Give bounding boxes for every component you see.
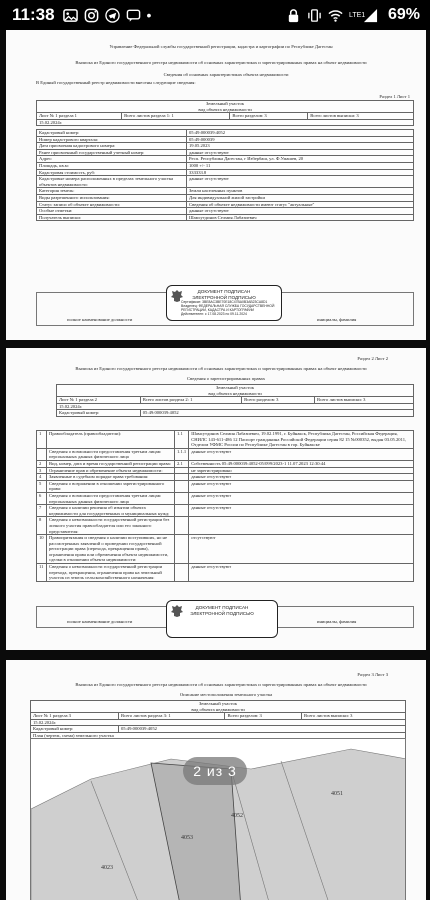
name-caption: инициалы, фамилия: [317, 317, 357, 322]
section-label: Раздел 1 Лист 1: [379, 94, 410, 99]
plot-label-4023: 4023: [101, 865, 113, 871]
field-label: Дата присвоения кадастрового номера:: [37, 143, 187, 150]
field-label: Сведения о возражении в отношении зарегистрированного права:: [47, 480, 175, 492]
field-value: данные отсутствуют: [189, 492, 414, 504]
field-value: 333333.8: [187, 169, 414, 176]
instagram-icon: [84, 8, 99, 23]
cadastral-number: 05:49:000039:4052: [140, 410, 413, 417]
status-bar: [0, 0, 430, 30]
row-number: 7: [37, 505, 47, 517]
stamp-title: ДОКУМЕНТ ПОДПИСАН: [195, 605, 249, 610]
field-label: Вид, номер, дата и время государственной регистрации права:: [47, 460, 175, 467]
network-type: LTE1: [348, 11, 366, 19]
plot-label-4053: 4053: [181, 835, 193, 841]
extract-date: 15.02.2024г.: [37, 119, 414, 126]
field-value: Сведения об объекте недвижимости имеют статус "актуальные": [187, 201, 414, 208]
cadastral-number: 05:49:000039:4052: [118, 726, 405, 733]
table-row: [37, 162, 414, 169]
field-value: данные отсутствуют: [189, 474, 414, 481]
row-number: 8: [37, 517, 47, 535]
field-label: Виды разрешенного использования:: [37, 194, 187, 201]
table-row: [37, 214, 414, 221]
message-icon: [126, 8, 141, 23]
table-row: [37, 474, 414, 481]
sheets-in-section: Всего листов раздела 2: 1: [140, 397, 241, 404]
table-row: [37, 149, 414, 156]
field-value: не зарегистрировано: [189, 467, 414, 474]
extract-date: 15.02.2024г.: [57, 403, 414, 410]
sub-number: [175, 505, 189, 517]
table-row: [37, 130, 414, 137]
rights-table: [36, 430, 414, 582]
total-sheets: Всего листов выписки: 3: [315, 397, 414, 404]
field-label: Категория земель:: [37, 188, 187, 195]
document-page-1[interactable]: [6, 30, 426, 340]
total-sheets: Всего листов выписки: 3: [302, 713, 406, 720]
field-value: 05:49:000039: [187, 136, 414, 143]
sub-number: [175, 564, 189, 582]
field-value: данные отсутствуют: [187, 176, 414, 188]
sub-number: [175, 480, 189, 492]
sub-number: [175, 535, 189, 564]
stamp-title: ДОКУМЕНТ ПОДПИСАН: [197, 289, 251, 294]
e-signature-stamp: [166, 600, 278, 638]
table-row: [37, 480, 414, 492]
field-value: 05:49:000039:4052: [187, 130, 414, 137]
name-caption: инициалы, фамилия: [317, 619, 357, 624]
vibrate-icon: [307, 8, 322, 23]
field-label: Сведения о возможности предоставления третьим лицам персональных данных физического лица: [47, 492, 175, 504]
cadastral-label: Кадастровый номер:: [31, 726, 119, 733]
field-label: Ограничение прав и обременение объекта недвижимости:: [47, 467, 175, 474]
sub-number: [175, 467, 189, 474]
field-label: Статус записи об объекте недвижимости:: [37, 201, 187, 208]
object-kind-caption: вид объекта недвижимости: [57, 391, 414, 397]
field-value: данные отсутствуют: [187, 149, 414, 156]
intro-text: В Единый государственный реестр недвижимости внесены следующие сведения:: [36, 80, 196, 85]
total-sections: Всего разделов: 3: [225, 713, 302, 720]
section-subtitle: Описание местоположения земельного участка: [179, 692, 273, 697]
field-label: Сведения о невозможности государственной регистрации без личного участия правообладателя или его законного представителя:: [47, 517, 175, 535]
telegram-icon: [105, 8, 120, 23]
field-label: Сведения о невозможности государственной регистрации перехода, прекращения, ограничения права на земельный участок из земель сельскохозяйственного назначения:: [47, 564, 175, 582]
total-sections: Всего разделов: 3: [242, 397, 315, 404]
sheet-number: Лист № 1 раздела 3: [31, 713, 119, 720]
row-number: 10: [37, 535, 47, 564]
field-value: [189, 517, 414, 535]
plan-caption: План (чертеж, схема) земельного участка: [31, 732, 406, 739]
table-row: [37, 431, 414, 449]
field-value: данные отсутствуют: [189, 448, 414, 460]
main-characteristics-table: [36, 129, 414, 221]
agency-name: Управление Федеральной службы государственной регистрации, кадастра и картографии по Республике Дагестан: [109, 44, 333, 49]
table-row: [37, 467, 414, 474]
table-row: [37, 505, 414, 517]
position-caption: полное наименование должности: [67, 619, 133, 624]
sub-number: 1.1.1: [175, 448, 189, 460]
table-row: [37, 176, 414, 188]
plot-label-4051: 4051: [331, 791, 343, 797]
stamp-validity: Действителен: с 17.08.2023 по 09.11.2024: [181, 312, 247, 317]
table-row: [37, 169, 414, 176]
sub-number: [175, 517, 189, 535]
stamp-cert: Сертификат: 3ВЕ8AC3BE70E18C47BA0B3AB23CA8D1: [181, 300, 268, 305]
row-number: 5: [37, 480, 47, 492]
section-label: Раздел 2 Лист 2: [357, 356, 388, 361]
table-row: [37, 492, 414, 504]
table-row: [37, 517, 414, 535]
object-header-table: [36, 100, 414, 126]
table-row: [37, 188, 414, 195]
object-kind-caption: вид объекта недвижимости: [37, 107, 414, 113]
stamp-owner-2: РЕГИСТРАЦИИ, КАДАСТРА И КАРТОГРАФИИ: [181, 308, 254, 313]
total-sections: Всего разделов: 3: [230, 113, 308, 120]
document-page-2[interactable]: [6, 348, 426, 650]
table-row: [37, 460, 414, 467]
wifi-icon: [328, 8, 343, 23]
field-value: Для индивидуальной жилой застройки: [187, 194, 414, 201]
row-number: 2: [37, 460, 47, 467]
section-label: Раздел 3 Лист 3: [357, 672, 388, 677]
stamp-owner: Владелец: ФЕДЕРАЛЬНАЯ СЛУЖБА ГОСУДАРСТВЕННОЙ: [181, 304, 275, 309]
battery-percent: 69%: [387, 6, 420, 23]
sheet-number: Лист № 1 раздела 2: [57, 397, 141, 404]
row-number: [37, 448, 47, 460]
total-sheets: Всего листов выписки: 3: [308, 113, 414, 120]
object-header-table: [56, 384, 414, 417]
lock-icon: [286, 8, 301, 23]
row-number: 3: [37, 467, 47, 474]
object-type: Земельный участок: [37, 101, 414, 107]
emblem-icon: [171, 604, 183, 618]
table-row: [37, 136, 414, 143]
field-label: Кадастровая стоимость, руб:: [37, 169, 187, 176]
row-number: 1: [37, 431, 47, 449]
plot-label-4052: 4052: [231, 813, 243, 819]
clock: 11:38: [12, 5, 55, 24]
section-subtitle: Сведения об основных характеристиках объекта недвижимости: [163, 72, 289, 77]
e-signature-stamp: [166, 285, 282, 321]
table-row: [37, 208, 414, 215]
field-label: Заявленные в судебном порядке права требования:: [47, 474, 175, 481]
field-value: данные отсутствуют: [187, 208, 414, 215]
field-value: 19.05.2023: [187, 143, 414, 150]
table-row: [37, 564, 414, 582]
object-header-table: [30, 700, 406, 740]
stamp-subtitle: ЭЛЕКТРОННОЙ ПОДПИСЬЮ: [192, 294, 256, 300]
sub-number: [175, 474, 189, 481]
field-label: Сведения о наличии решения об изъятии объекта недвижимости для государственных и муниципальных нужд:: [47, 505, 175, 517]
emblem-icon: [171, 289, 183, 303]
field-label: Правопритязания и сведения о наличии поступивших, но не рассмотренных заявлений о проведении государственной регистрации права (перехода, прекращения права), ограничения права или обременения объекта недвижимости, сделки в отношении объекта недвижимости:: [47, 535, 175, 564]
table-row: [37, 535, 414, 564]
field-label: Получатель выписки:: [37, 214, 187, 221]
field-label: Номер кадастрового квартала:: [37, 136, 187, 143]
stamp-subtitle: ЭЛЕКТРОННОЙ ПОДПИСЬЮ: [190, 610, 254, 616]
table-row: [37, 194, 414, 201]
field-value: данные отсутствуют: [189, 505, 414, 517]
table-row: [37, 201, 414, 208]
cadastral-label: Кадастровый номер:: [57, 410, 141, 417]
field-value: Земли населенных пунктов: [187, 188, 414, 195]
signal-icon: [363, 8, 378, 23]
stamp-details: [167, 300, 281, 316]
row-number: 4: [37, 474, 47, 481]
field-label: Правообладатель (правообладатели):: [47, 431, 175, 449]
image-icon: [63, 8, 78, 23]
field-label: Кадастровые номера расположенных в пределах земельного участка объектов недвижимости:: [37, 176, 187, 188]
position-caption: полное наименование должности: [67, 317, 133, 322]
field-label: Особые отметки:: [37, 208, 187, 215]
more-notifications-icon: •: [146, 7, 152, 23]
sheets-in-section: Всего листов раздела 1: 1: [122, 113, 230, 120]
field-value: данные отсутствуют: [189, 564, 414, 582]
field-label: Адрес:: [37, 156, 187, 163]
field-value: Респ. Республика Дагестан, г Избербаш, ул. Ф.Умашев, 20: [187, 156, 414, 163]
field-value: 1000 +/- 11: [187, 162, 414, 169]
page-indicator: 2 из 3: [183, 757, 247, 785]
field-value: Шамсутдинов Селмия Лабазиевич, 19.02.1991, г. Буйнакск, Республика Дагестан, Российская Федерация, СНИЛС 143-611-486 12 Паспорт гражданина Российской Федерации серия 82 15 №000352, выдан 03.05.2011, Отделом УФМС России по Республике Дагестан в гор. Буйнакске: [189, 431, 414, 449]
sheet-number: Лист № 1 раздела 1: [37, 113, 122, 120]
field-label: Сведения о возможности предоставления третьим лицам персональных данных физического лица: [47, 448, 175, 460]
object-type: Земельный участок: [57, 385, 414, 391]
extract-title: Выписка из Единого государственного реестра недвижимости об основных характеристиках и зарегистрированных правах на объект недвижимости: [75, 682, 367, 687]
extract-title: Выписка из Единого государственного реестра недвижимости об основных характеристиках и зарегистрированных правах на объект недвижимости: [75, 366, 367, 371]
extract-title: Выписка из Единого государственного реестра недвижимости об основных характеристиках и зарегистрированных правах на объект недвижимости: [75, 60, 367, 65]
row-number: 11: [37, 564, 47, 582]
field-label: Кадастровый номер:: [37, 130, 187, 137]
table-row: [37, 156, 414, 163]
table-row: [37, 143, 414, 150]
sub-number: 2.1: [175, 460, 189, 467]
sub-number: [175, 492, 189, 504]
field-label: Ранее присвоенный государственный учетный номер:: [37, 149, 187, 156]
section-subtitle: Сведения о зарегистрированных правах: [186, 376, 265, 381]
field-label: Площадь, кв.м:: [37, 162, 187, 169]
object-type: Земельный участок: [31, 701, 406, 707]
extract-date: 15.02.2024г.: [31, 719, 406, 726]
field-value: данные отсутствуют: [189, 480, 414, 492]
field-value: отсутствуют: [189, 535, 414, 564]
row-number: 6: [37, 492, 47, 504]
sub-number: 1.1: [175, 431, 189, 449]
field-value: Шамсутдинов Селмия Лабазиевич: [187, 214, 414, 221]
table-row: [37, 448, 414, 460]
object-kind-caption: вид объекта недвижимости: [31, 707, 406, 713]
sheets-in-section: Всего листов раздела 3: 1: [118, 713, 225, 720]
field-value: Собственность 05:49:000039:4052-05/099/2023-1 11.07.2023 12:30:44: [189, 460, 414, 467]
